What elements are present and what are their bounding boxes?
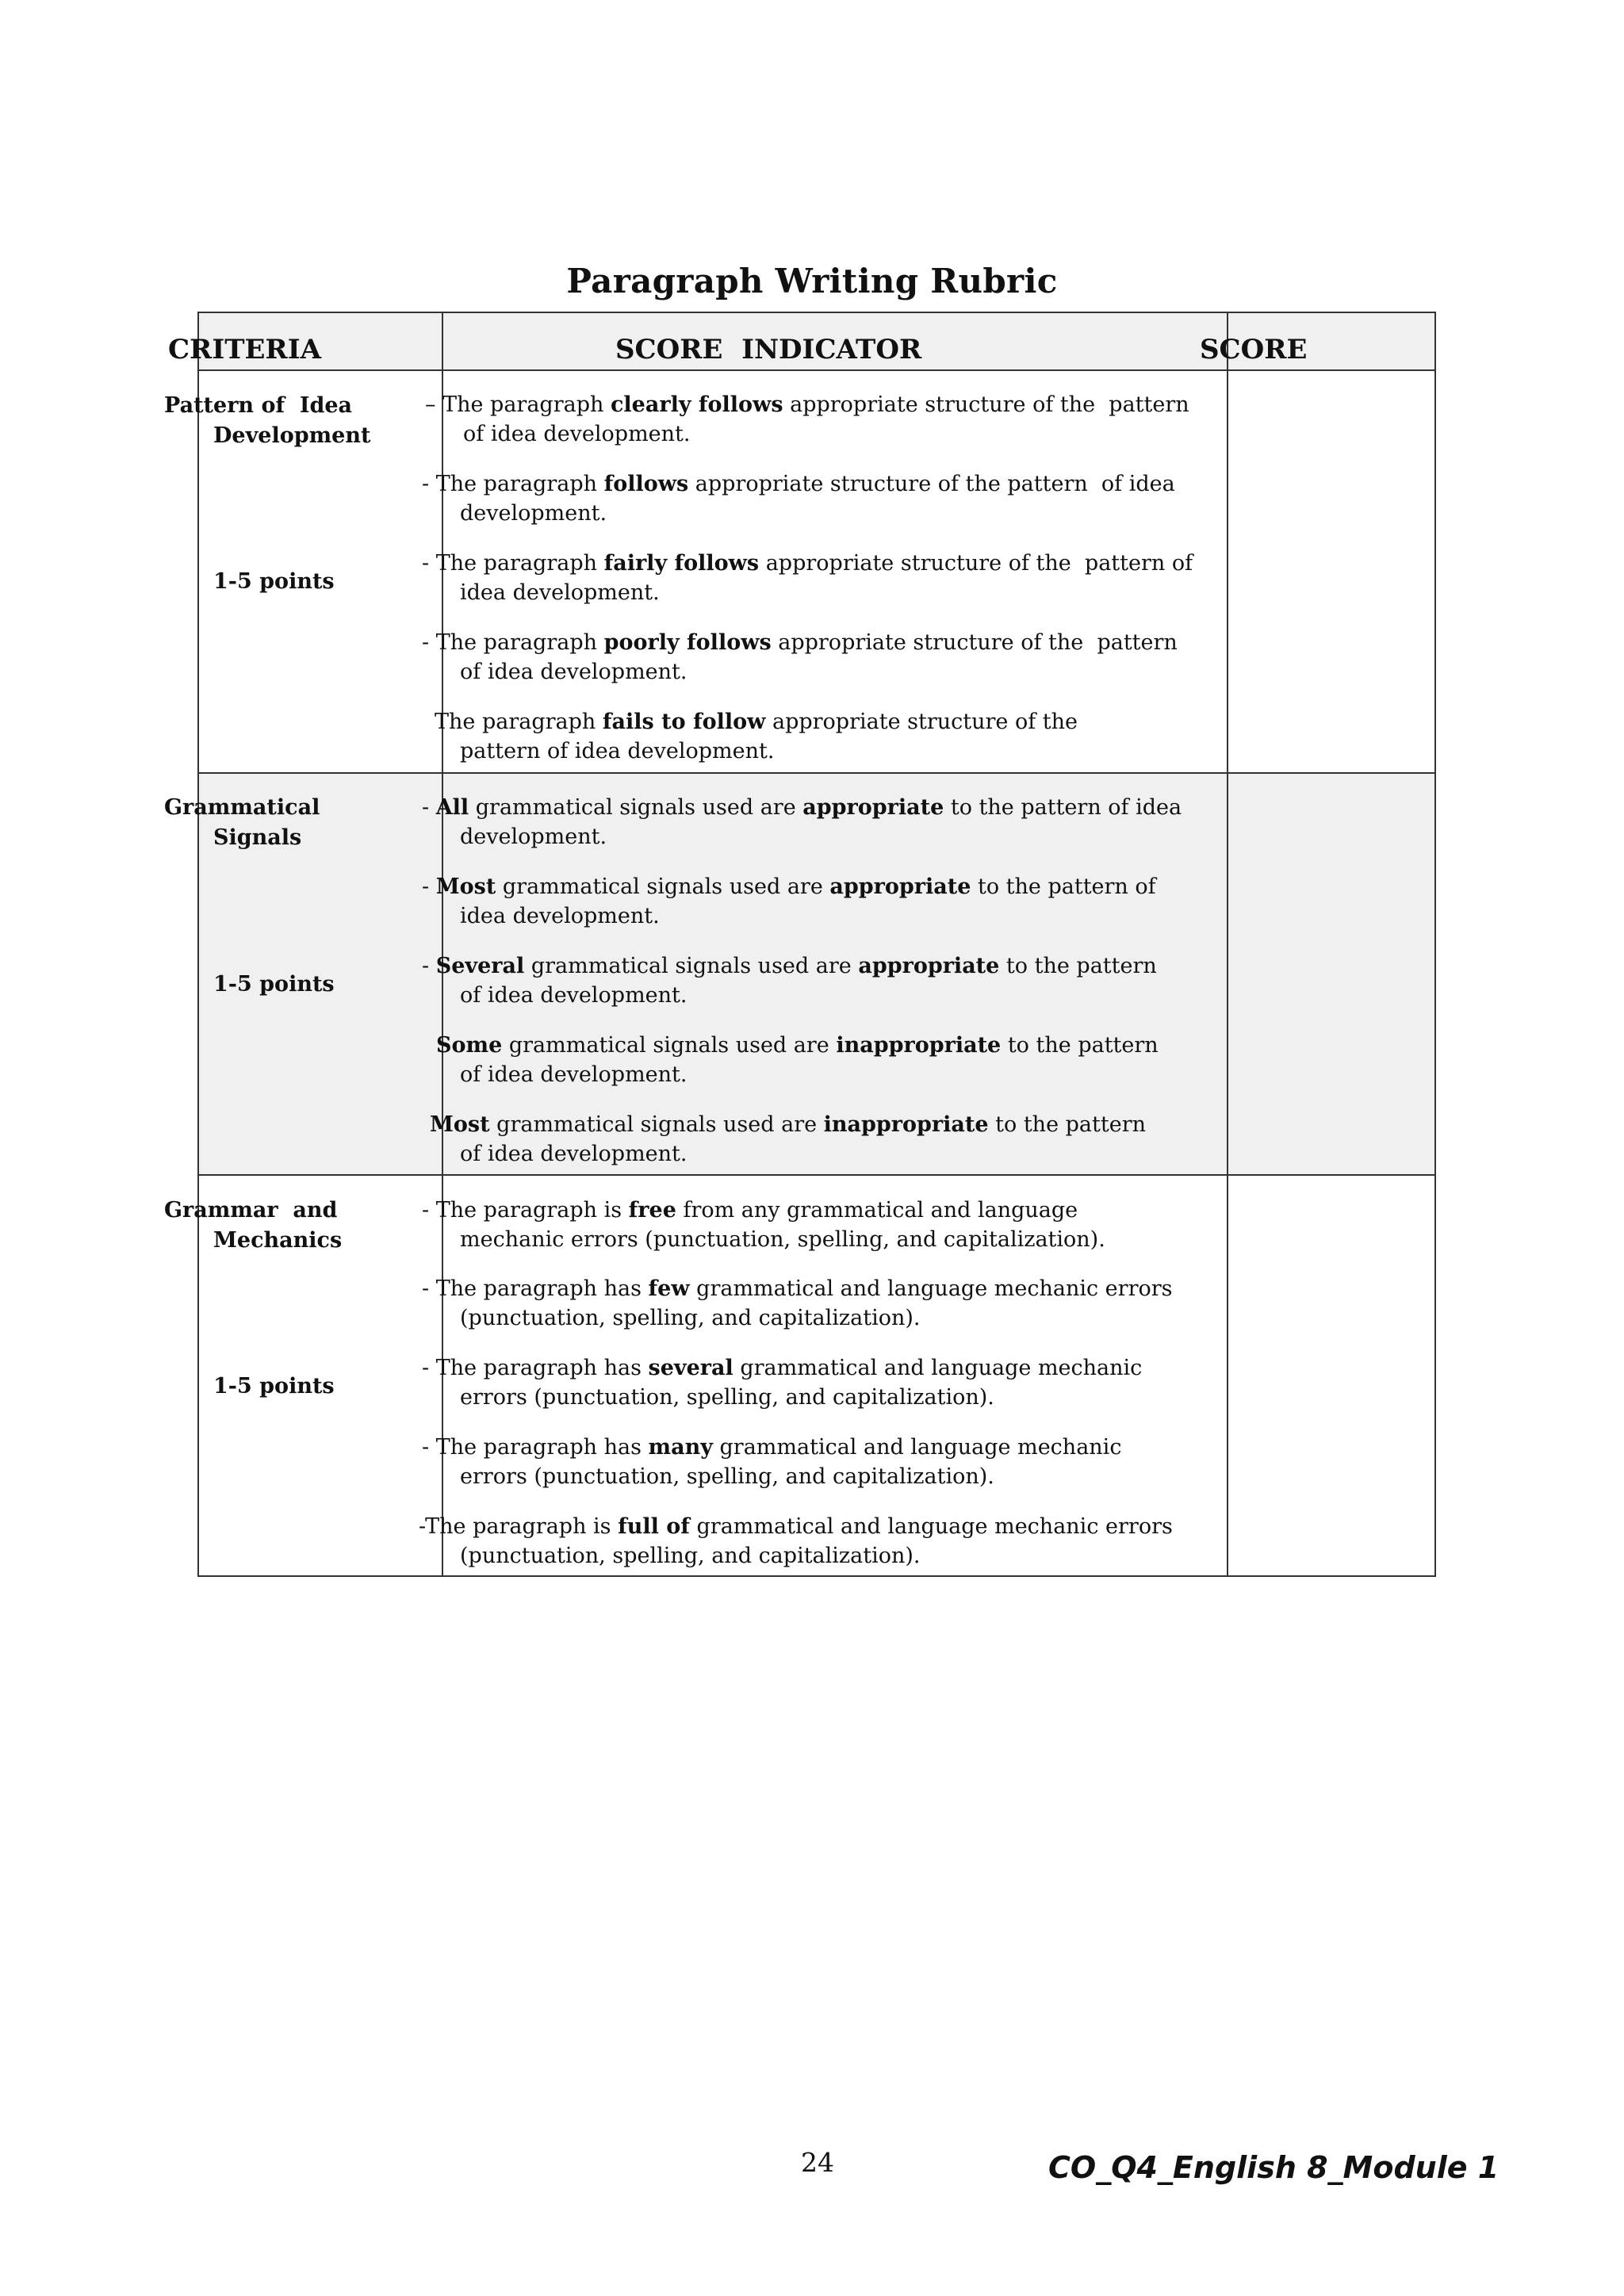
page-title: Paragraph Writing Rubric (566, 262, 1058, 300)
criteria-name-line1: Pattern of Idea (164, 393, 353, 418)
indicator-item: - Several grammatical signals used are appropriate to the pattern of idea development. (422, 954, 1157, 1008)
criteria-name-line1: Grammar and (164, 1198, 338, 1223)
indicator-item: - The paragraph follows appropriate structure of the pattern of idea development. (422, 472, 1175, 526)
header-score: SCORE (1200, 334, 1308, 365)
indicator-item: - All grammatical signals used are appropriate to the pattern of idea development. (422, 795, 1182, 849)
indicator-item: - The paragraph poorly follows appropriate structure of the pattern of idea development. (422, 630, 1178, 684)
criteria-name (164, 793, 320, 853)
criteria-name-line1: Grammatical (164, 795, 320, 820)
indicator-item: Some grammatical signals used are inappropriate to the pattern of idea development. (436, 1033, 1159, 1087)
indicator-item: - Most grammatical signals used are appropriate to the pattern of idea development. (422, 874, 1156, 928)
footer-module-code: CO_Q4_English 8_Module 1 (1048, 2150, 1500, 2185)
row-divider-2 (197, 1174, 1436, 1176)
header-criteria: CRITERIA (168, 334, 321, 365)
criteria-name (164, 391, 370, 451)
indicator-item: - The paragraph has several grammatical and language mechanic errors (punctuation, spelling, and capitalization). (422, 1356, 1143, 1410)
indicator-item: Most grammatical signals used are inappropriate to the pattern of idea development. (430, 1112, 1146, 1166)
criteria-points: 1-5 points (213, 972, 335, 997)
header-score-indicator: SCORE INDICATOR (615, 334, 922, 365)
criteria-points: 1-5 points (213, 1374, 335, 1399)
header-divider (197, 369, 1436, 371)
criteria-name (164, 1196, 342, 1256)
criteria-name-line2: Development (213, 423, 371, 448)
indicator-item: - The paragraph has few grammatical and language mechanic errors (punctuation, spelling, and capitalization). (422, 1276, 1173, 1330)
indicator-item: - The paragraph has many grammatical and language mechanic errors (punctuation, spelling, and capitalization). (422, 1435, 1122, 1489)
page-number: 24 (801, 2147, 834, 2178)
criteria-name-line2: Mechanics (213, 1228, 343, 1253)
indicator-item: -The paragraph is full of grammatical and language mechanic errors (punctuation, spelling, and capitalization). (419, 1514, 1173, 1568)
indicator-item: – The paragraph clearly follows appropriate structure of the pattern of idea development. (425, 392, 1189, 446)
indicator-item: The paragraph fails to follow appropriate structure of the pattern of idea development. (435, 710, 1078, 763)
column-divider-2 (1227, 312, 1228, 1577)
criteria-points: 1-5 points (213, 569, 335, 594)
indicator-item: - The paragraph fairly follows appropriate structure of the pattern of idea development. (422, 551, 1193, 605)
indicator-item: - The paragraph is free from any grammatical and language mechanic errors (punctuation, spelling, and capitalization). (422, 1198, 1105, 1252)
row-divider-1 (197, 772, 1436, 774)
criteria-name-line2: Signals (213, 825, 302, 850)
